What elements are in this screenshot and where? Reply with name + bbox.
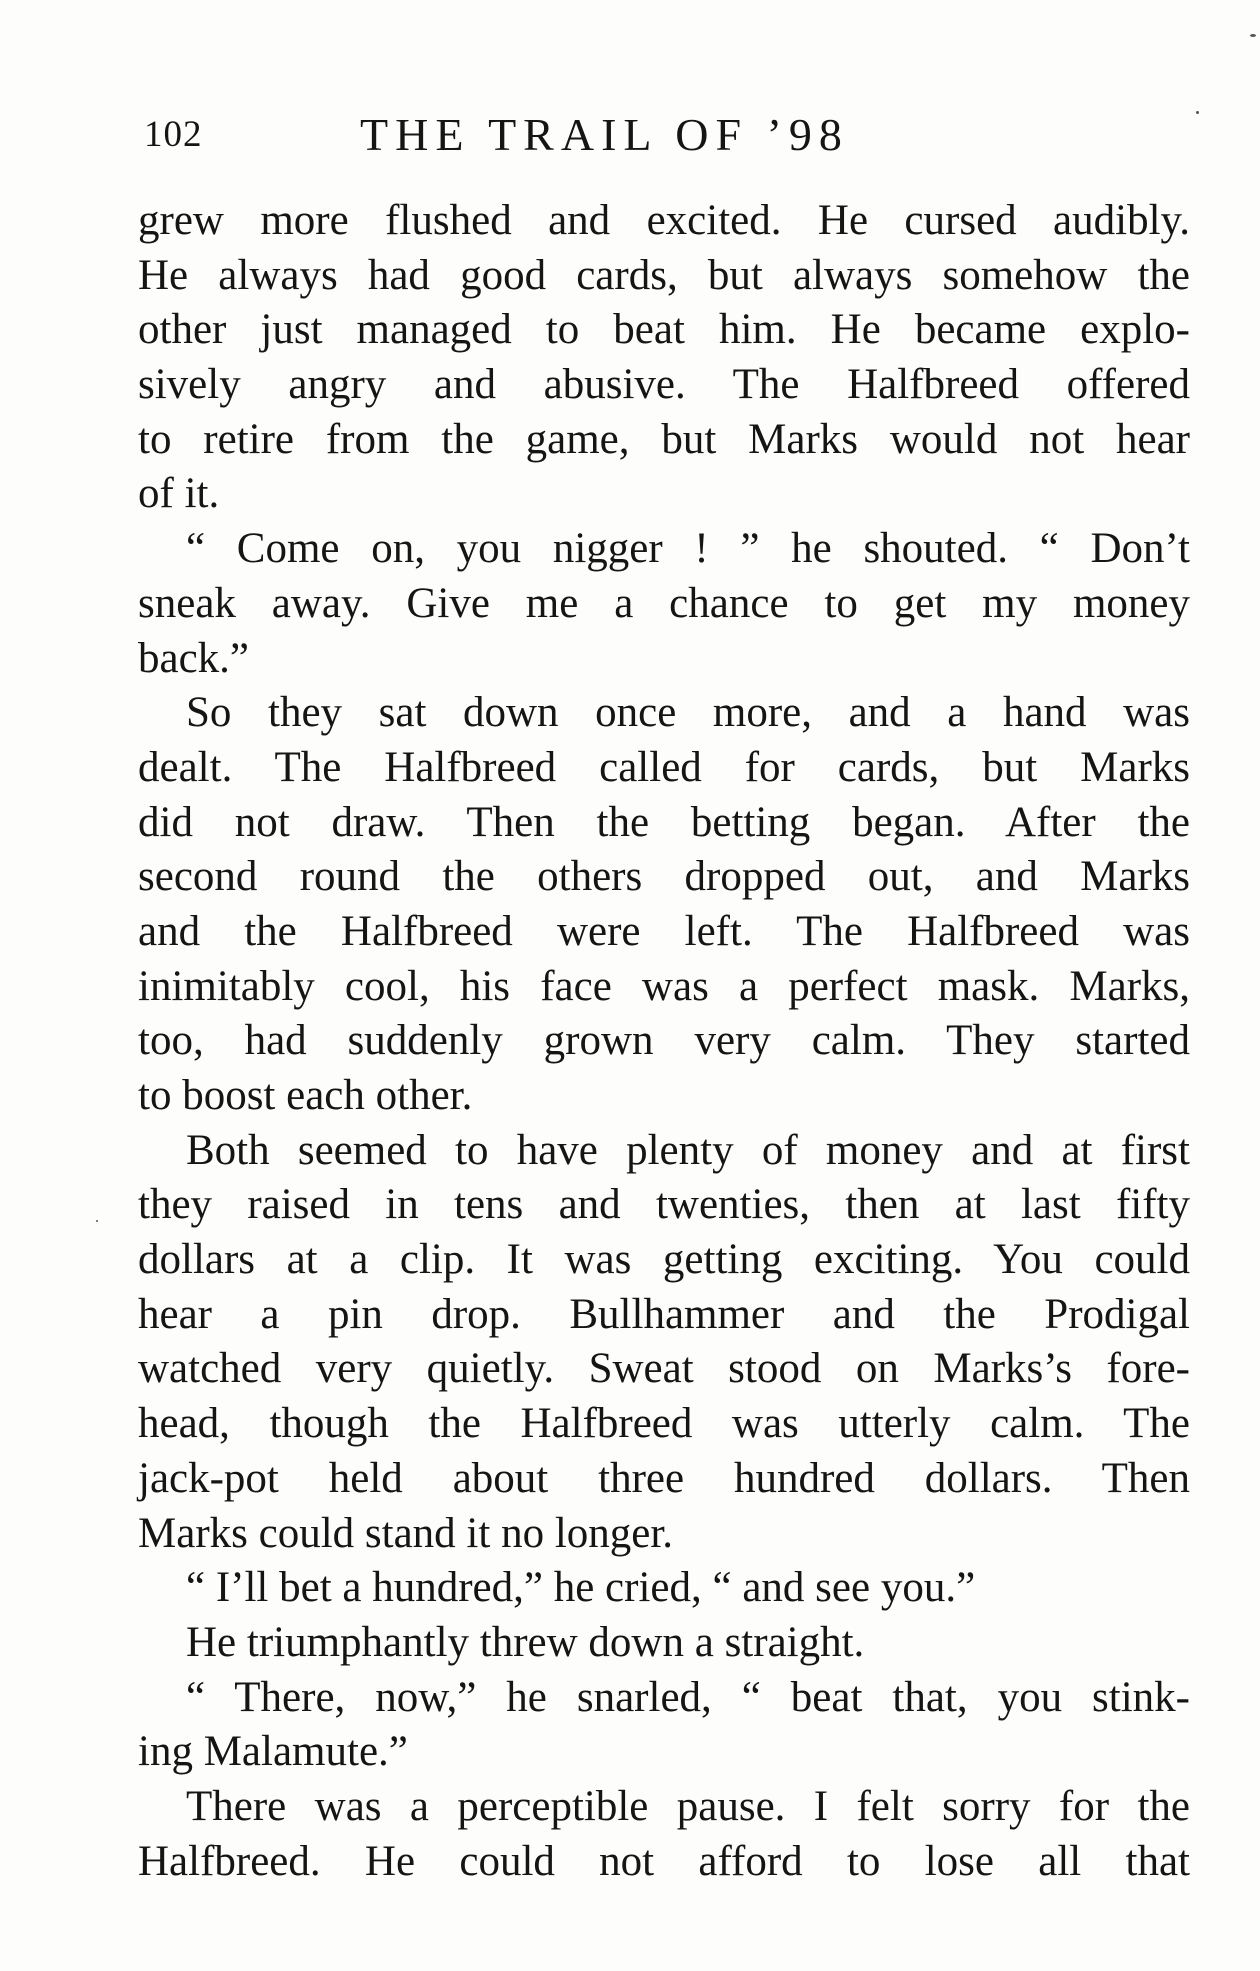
text-line: second round the others dropped out, and Marks xyxy=(138,853,1190,901)
body-text xyxy=(138,194,1190,1889)
text-line: of it. xyxy=(138,470,220,518)
text-line: hear a pin drop. Bullhammer and the Prodigal xyxy=(138,1290,1190,1338)
text-line: “ There, now,” he snarled, “ beat that, you stink- xyxy=(186,1673,1190,1721)
text-line: “ Come on, you nigger ! ” he shouted. “ Don’t xyxy=(186,525,1190,573)
text-line: dollars at a clip. It was getting exciting. You could xyxy=(138,1236,1190,1284)
text-line: So they sat down once more, and a hand was xyxy=(186,689,1190,737)
text-line: “ I’ll bet a hundred,” he cried, “ and see you.” xyxy=(186,1564,976,1612)
text-line: He always had good cards, but always somehow the xyxy=(138,251,1190,299)
scan-speck xyxy=(1196,111,1199,114)
text-line: grew more flushed and excited. He cursed audibly. xyxy=(138,197,1190,244)
text-line: jack-pot held about three hundred dollars. Then xyxy=(138,1454,1190,1502)
text-line: dealt. The Halfbreed called for cards, but Marks xyxy=(138,743,1190,791)
text-line: and the Halfbreed were left. The Halfbreed was xyxy=(138,907,1190,955)
text-line: to boost each other. xyxy=(138,1072,473,1119)
text-line: He triumphantly threw down a straight. xyxy=(186,1618,865,1666)
text-line: sively angry and abusive. The Halfbreed offered xyxy=(138,361,1190,409)
text-line: watched very quietly. Sweat stood on Marks’s fore- xyxy=(138,1345,1190,1393)
text-line: back.” xyxy=(138,634,250,682)
text-line: There was a perceptible pause. I felt sorry for the xyxy=(186,1782,1190,1830)
text-line: sneak away. Give me a chance to get my money xyxy=(138,579,1190,627)
text-line: they raised in tens and twenties, then at last fifty xyxy=(138,1181,1190,1229)
text-line: to retire from the game, but Marks would not hear xyxy=(138,415,1190,463)
text-line: too, had suddenly grown very calm. They started xyxy=(138,1017,1190,1065)
scan-speck xyxy=(96,1220,98,1222)
text-line: ing Malamute.” xyxy=(138,1728,408,1776)
text-line: Halfbreed. He could not afford to lose all that xyxy=(138,1837,1190,1885)
scan-speck xyxy=(1250,34,1256,37)
page-number: 102 xyxy=(144,114,203,155)
text-line: did not draw. Then the betting began. After the xyxy=(138,798,1190,846)
text-line: other just managed to beat him. He became explo- xyxy=(138,306,1190,354)
running-head xyxy=(144,105,1194,165)
book-title: THE TRAIL OF ’98 xyxy=(360,109,849,160)
text-line: inimitably cool, his face was a perfect mask. Marks, xyxy=(138,962,1190,1010)
text-line: Marks could stand it no longer. xyxy=(138,1509,674,1557)
text-line: head, though the Halfbreed was utterly calm. The xyxy=(138,1400,1190,1448)
text-line: Both seemed to have plenty of money and at first xyxy=(186,1126,1190,1174)
